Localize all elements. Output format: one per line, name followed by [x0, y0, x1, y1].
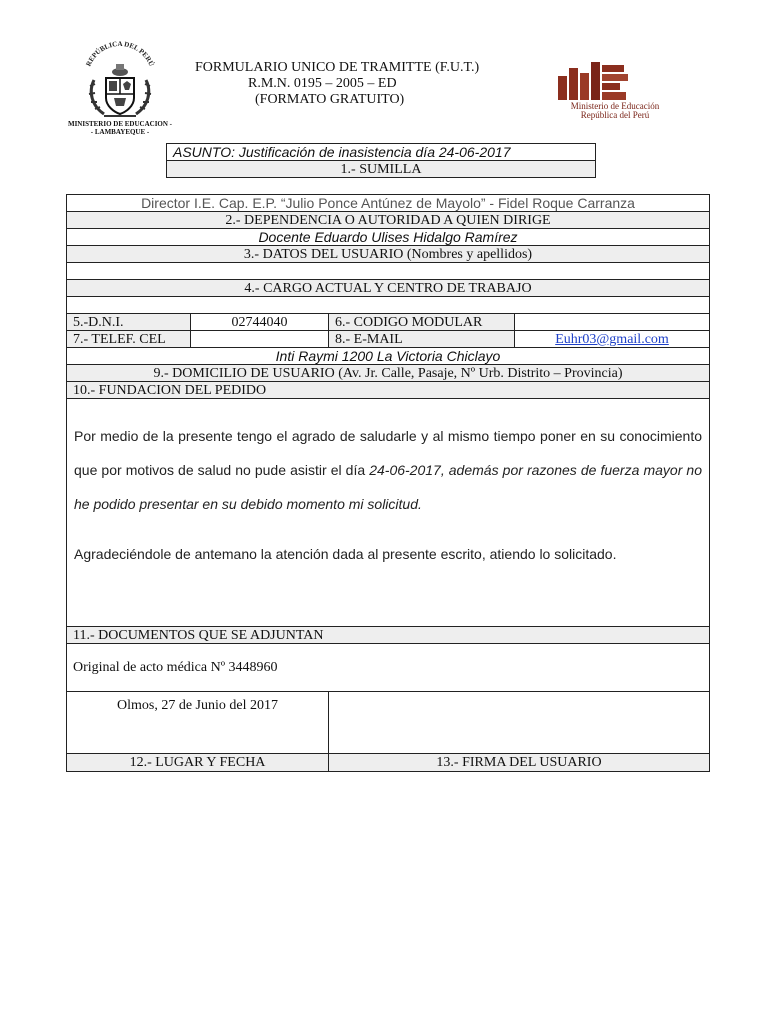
pedido-body[interactable] [67, 399, 709, 627]
documentos-value[interactable]: Original de acto médica Nº 3448960 [67, 644, 709, 692]
asunto-text: ASUNTO: Justificación de inasistencia día 24-06-2017 [167, 144, 596, 161]
usuario-label: 3.- DATOS DEL USUARIO (Nombres y apellidos) [67, 246, 709, 263]
lugar-firma-row [67, 692, 709, 754]
lugar-value[interactable]: Olmos, 27 de Junio del 2017 [67, 692, 329, 753]
usuario-value[interactable]: Docente Eduardo Ulises Hidalgo Ramírez [67, 229, 709, 246]
minedu-bars-icon [554, 60, 676, 102]
dirige-value[interactable]: Director I.E. Cap. E.P. “Julio Ponce Antúnez de Mayolo” - Fidel Roque Carranza [67, 195, 709, 212]
lugar-label: 12.- LUGAR Y FECHA [67, 754, 329, 771]
left-logo-caption-2: - LAMBAYEQUE - [90, 128, 150, 136]
pedido-paragraph-1 [74, 419, 702, 521]
lugar-firma-labels [67, 754, 709, 771]
dni-value[interactable]: 02744040 [191, 314, 329, 330]
sumilla-label: 1.- SUMILLA [167, 161, 596, 178]
telef-row [67, 331, 709, 348]
form-resolution: R.M.N. 0195 – 2005 – ED [248, 76, 397, 91]
dirige-label: 2.- DEPENDENCIA O AUTORIDAD A QUIEN DIRIGE [67, 212, 709, 229]
form-title: FORMULARIO UNICO DE TRAMITTE (F.U.T.) [195, 60, 480, 75]
codigo-value[interactable] [515, 314, 709, 330]
right-logo [554, 60, 676, 124]
form-title-block [195, 60, 479, 108]
fundacion-label: 10.- FUNDACION DEL PEDIDO [67, 382, 709, 399]
minedu-line-2: República del Perú [580, 110, 650, 120]
firma-value[interactable] [329, 692, 709, 753]
pedido-paragraph-2: Agradeciéndole de antemano la atención dada al presente escrito, atiendo lo solicitado. [74, 546, 617, 562]
email-label: 8.- E-MAIL [329, 331, 515, 347]
cargo-label: 4.- CARGO ACTUAL Y CENTRO DE TRABAJO [67, 280, 709, 297]
dni-row [67, 314, 709, 331]
dni-label: 5.-D.N.I. [67, 314, 191, 330]
minedu-line-1: Ministerio de Educación [570, 101, 660, 111]
svg-text:REPÚBLICA DEL PERÚ [84, 40, 155, 68]
left-logo [58, 40, 182, 136]
pedido-text-1b: 24-06-2017, además por razones de fuerza mayor no he podido presentar en su debido momento mi solicitud. [74, 462, 702, 512]
telef-value[interactable] [191, 331, 329, 347]
firma-label: 13.- FIRMA DEL USUARIO [436, 755, 602, 770]
pedido-text-1a: Por medio de la presente tengo el agrado de saludarle y al mismo tiempo poner en su conocimiento que por motivos de salud no pude asistir el día [74, 428, 702, 478]
blank-row [67, 297, 709, 314]
telef-label: 7.- TELEF. CEL [67, 331, 191, 347]
asunto-table [166, 143, 596, 178]
codigo-label: 6.- CODIGO MODULAR [329, 314, 515, 330]
left-logo-caption-1: MINISTERIO DE EDUCACION - [67, 120, 173, 128]
form-free-label: (FORMATO GRATUITO) [255, 92, 405, 107]
documentos-label: 11.- DOCUMENTOS QUE SE ADJUNTAN [67, 627, 709, 644]
domicilio-label: 9.- DOMICILIO DE USUARIO (Av. Jr. Calle, Pasaje, Nº Urb. Distrito – Provincia) [67, 365, 709, 382]
cargo-value[interactable] [67, 263, 709, 280]
logo-arc-text: REPÚBLICA DEL PERÚ [84, 40, 156, 68]
domicilio-value[interactable]: Inti Raymi 1200 La Victoria Chiclayo [67, 348, 709, 365]
peru-shield-icon [74, 40, 166, 120]
email-link[interactable]: Euhr03@gmail.com [555, 332, 669, 347]
fut-form [66, 194, 710, 772]
